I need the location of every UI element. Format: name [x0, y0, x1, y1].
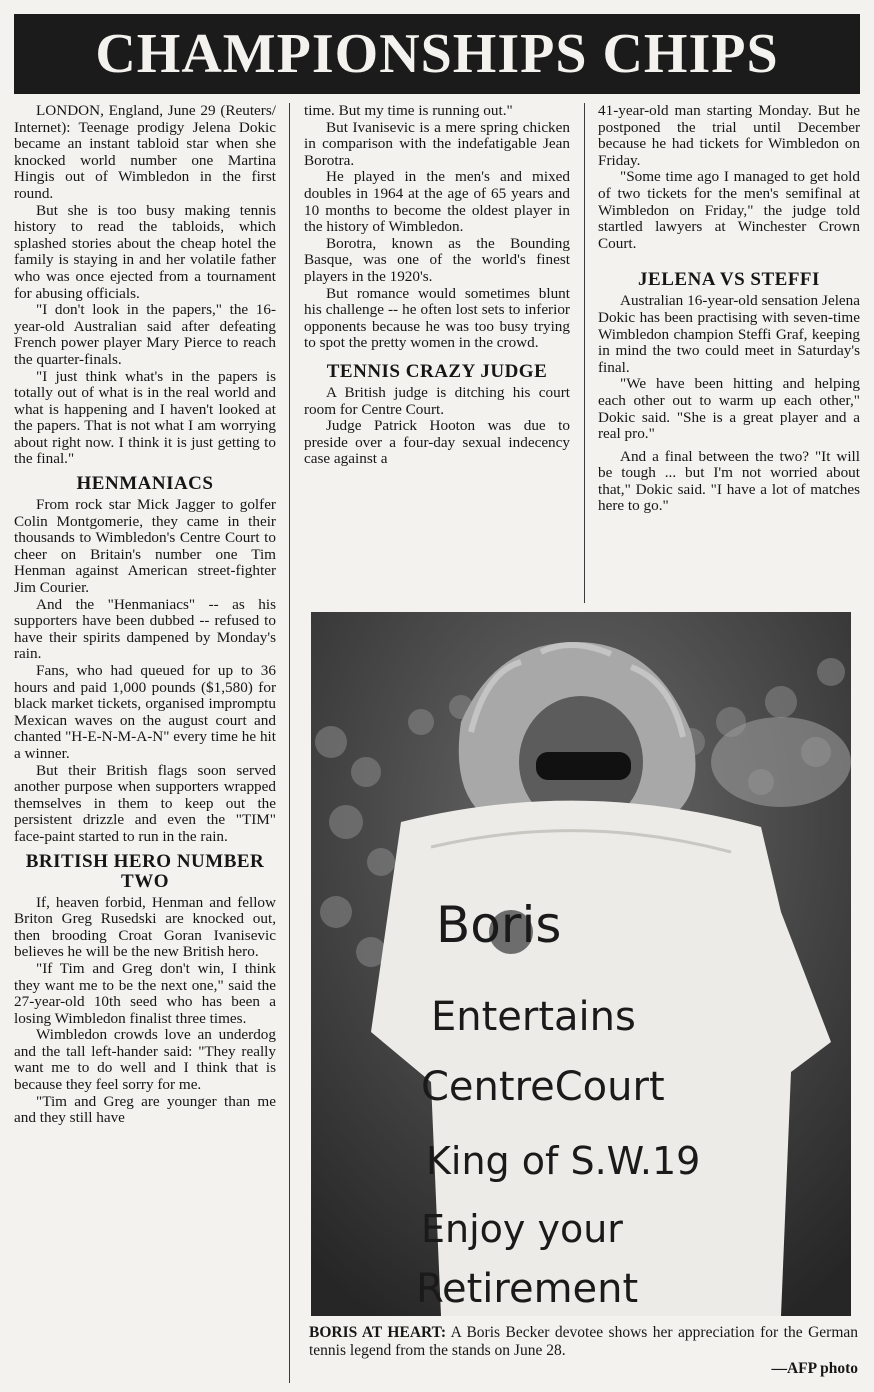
column-rule [584, 103, 585, 603]
paragraph: Judge Patrick Hooton was due to preside over a four-day sexual indecency case against a [304, 417, 570, 468]
subhead-tennis-crazy-judge: TENNIS CRAZY JUDGE [326, 360, 548, 382]
column-3 [598, 103, 860, 515]
paragraph: "We have been hitting and helping each other out to warm up each other," Dokic said. "She is a great player and a real pro." [598, 375, 860, 443]
paragraph: But their British flags soon served another purpose when supporters wrapped themselves in them to keep out the persistent drizzle and even the "TIM" face-paint started to run in the rain. [14, 761, 276, 845]
photo-illustration [311, 612, 851, 1316]
headline-banner [14, 14, 860, 94]
column-2 [304, 103, 570, 468]
paragraph: "I just think what's in the papers is totally out of what is in the real world and what is happening and I haven't looked at the papers. That is not what I am worrying about right now. I think it is just getting to the final." [14, 367, 276, 468]
paragraph: LONDON, England, June 29 (Reuters/ Internet): Teenage prodigy Jelena Dokic became an instant tabloid star when she knocked world number one Martina Hingis out of Wimbledon in the first round. [14, 102, 276, 202]
paragraph: And a final between the two? "It will be tough ... but I'm not worried about that," Dokic said. "I have a lot of matches here to go." [598, 447, 860, 515]
photo-credit: —AFP photo [771, 1360, 858, 1377]
paragraph: time. But my time is running out." [304, 102, 513, 119]
paragraph: "If Tim and Greg don't win, I think they want me to be the next one," said the 27-year-old 10th seed who has been a losing Wimbledon finalist three times. [14, 959, 276, 1027]
paragraph: Fans, who had queued for up to 36 hours and paid 1,000 pounds ($1,580) for black market tickets, organised impromptu Mexican waves on the august court and chanted "H-E-N-M-A-N" every time he hit a winner. [14, 662, 276, 762]
paragraph: If, heaven forbid, Henman and fellow Briton Greg Rusedski are knocked out, then brooding Croat Goran Ivanisevic believes he will be the new British hero. [14, 893, 276, 961]
shirt-line: Retirement [416, 1266, 639, 1312]
paragraph: "Tim and Greg are younger than me and they still have [14, 1092, 276, 1127]
shirt-line: Boris [436, 896, 562, 954]
paragraph: Australian 16-year-old sensation Jelena Dokic has been practising with seven-time Wimbledon champion Steffi Graf, keeping in mind the two could meet in Saturday's final. [598, 292, 860, 376]
caption-head: BORIS AT HEART: [309, 1324, 447, 1341]
paragraph: And the "Henmaniacs" -- as his supporters have been dubbed -- refused to have their spirits dampened by Monday's rain. [14, 595, 276, 663]
subhead-british-hero: BRITISH HERO NUMBER TWO [25, 850, 265, 892]
subhead-jelena-vs-steffi: JELENA VS STEFFI [638, 269, 820, 291]
paragraph: But romance would sometimes blunt his challenge -- he often lost sets to inferior opponents because he was too busy trying to spot the pretty women in the crowd. [304, 284, 570, 352]
shirt-line: CentreCourt [421, 1064, 665, 1110]
shirt-line: Entertains [431, 994, 636, 1040]
headline: CHAMPIONSHIPS CHIPS [95, 23, 779, 85]
sunglasses [536, 752, 631, 780]
paragraph: "Some time ago I managed to get hold of two tickets for the men's semifinal at Wimbledon on Friday," the judge told startled lawyers at Winchester Crown Court. [598, 168, 860, 252]
column-1 [14, 103, 276, 1127]
paragraph: "I don't look in the papers," the 16-year-old Australian said after defeating French power player Mary Pierce to reach the quarter-finals. [14, 301, 276, 368]
paragraph: He played in the men's and mixed doubles in 1964 at the age of 65 years and 10 months to become the oldest player in the history of Wimbledon. [304, 168, 570, 236]
paragraph: 41-year-old man starting Monday. But he postponed the trial until December because he had tickets for Wimbledon on Friday. [598, 102, 860, 169]
shirt-line: Enjoy your [421, 1207, 623, 1251]
paragraph: A British judge is ditching his court room for Centre Court. [304, 383, 570, 418]
paragraph: From rock star Mick Jagger to golfer Colin Montgomerie, they came in their thousands to Wimbledon's Centre Court to cheer on Britain's number one Tim Henman against American street-fighter Jim Courier. [14, 496, 276, 597]
column-rule [289, 103, 290, 1383]
subhead-henmaniacs: HENMANIACS [76, 473, 214, 495]
shirt-line: King of S.W.19 [426, 1139, 701, 1183]
photo-caption [309, 1324, 858, 1378]
paragraph: Borotra, known as the Bounding Basque, was one of the world's finest players in the 1920's. [304, 234, 570, 285]
photo-becker-fan [311, 612, 851, 1316]
paragraph: Wimbledon crowds love an underdog and the tall left-hander said: "They really want me to do well and I think that is because they feel sorry for me. [14, 1026, 276, 1094]
paragraph: But she is too busy making tennis history to read the tabloids, which splashed stories about the cheap hotel the family is staying in and her volatile father who was once ejected from a tournament for abusing officials. [14, 201, 276, 302]
caption-text: A Boris Becker devotee shows her appreciation for the German tennis legend from the stands on June 28. [309, 1324, 858, 1359]
umbrella [711, 717, 851, 807]
paragraph: But Ivanisevic is a mere spring chicken in comparison with the indefatigable Jean Borotra. [304, 118, 570, 169]
